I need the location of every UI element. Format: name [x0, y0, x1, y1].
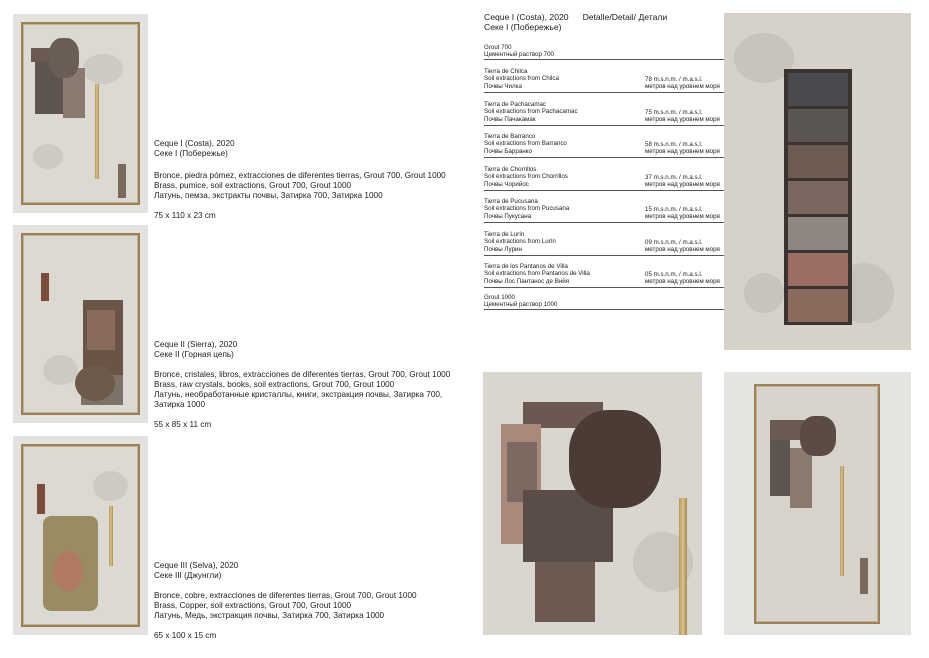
photo-ceque-ii: [13, 225, 148, 423]
photo-ceque-iii: [13, 436, 148, 635]
materials-en: Brass, Copper, soil extractions, Grout 700, Grout 1000: [154, 601, 352, 610]
leader-line: [484, 190, 752, 191]
soil-band: [788, 145, 848, 178]
detail-title: Ceque I (Costa), 2020: [484, 12, 569, 22]
grout-bottom-label: Grout 1000 Цементный раствор 1000: [484, 294, 558, 309]
work-title: Ceque I (Costa), 2020: [154, 139, 235, 148]
materials-ru: Латунь, необработанные кристаллы, книги, экстракция почвы, Затирка 700,: [154, 390, 443, 399]
materials-en: Brass, pumice, soil extractions, Grout 700, Grout 1000: [154, 181, 352, 190]
leader-line: [484, 59, 752, 60]
soil-band: [788, 109, 848, 142]
leader-line: [484, 255, 752, 256]
soil-layer-label: Tierra de Barranco Soil extractions from Barranco Почвы Барранко: [484, 133, 567, 155]
materials-ru-cont: Затирка 1000: [154, 400, 205, 409]
materials-es: Bronce, piedra pómez, extracciones de diferentes tierras, Grout 700, Grout 1000: [154, 171, 446, 180]
leader-line: [484, 157, 752, 158]
soil-layer-label: Tierra de Pachacamac Soil extractions from Pachacamac Почвы Пачакамак: [484, 101, 578, 123]
artwork-frame: [21, 233, 140, 415]
leader-line: [484, 92, 752, 93]
leader-line: [484, 222, 752, 223]
soil-band: [788, 289, 848, 322]
soil-layer-altitude: 78 m.s.n.m. / m.a.s.l. метров над уровнем моря: [645, 76, 720, 91]
detail-header: [484, 12, 667, 32]
materials-ru: Латунь, Медь, экстракция почвы, Затирка 700, Затирка 1000: [154, 611, 385, 620]
work-title-ru: Секе II (Горная цепь): [154, 350, 234, 359]
soil-layer-altitude: 58 m.s.n.m. / m.a.s.l. метров над уровнем моря: [645, 141, 720, 156]
soil-layer-label: Tierra de Chilca Soil extractions from Chilca Почвы Чилка: [484, 68, 559, 90]
dimensions: 55 x 85 x 11 cm: [154, 420, 212, 429]
photo-detail-fullview: [724, 372, 911, 635]
leader-line: [484, 125, 752, 126]
soil-band: [788, 217, 848, 250]
grout-top-label: Grout 700 Цементный раствор 700: [484, 44, 554, 59]
caption-ceque-iii: [154, 561, 417, 641]
soil-layer-label: Tierra de Lurín Soil extractions from Lurín Почвы Лурин: [484, 231, 556, 253]
soil-layer-label: Tierra de Pucusana Soil extractions from Pucusana Почвы Пукусана: [484, 198, 570, 220]
artwork-frame: [21, 444, 140, 627]
caption-ceque-i: [154, 139, 446, 221]
soil-layer-label: Tierra de los Pantanos de Villa Soil extractions from Pantanos de Villa Почвы Лос Пантанос де Вийя: [484, 263, 590, 285]
soil-layer-label: Tierra de Chorrillos Soil extractions from Chorrillos Почвы Чорийос: [484, 166, 568, 188]
materials-es: Bronce, cristales, libros, extracciones de diferentes tierras, Grout 700, Grout 1000: [154, 370, 451, 379]
materials-es: Bronce, cobre, extracciones de diferentes tierras, Grout 700, Grout 1000: [154, 591, 417, 600]
photo-detail-soil-strata: [724, 13, 911, 350]
work-title: Ceque III (Selva), 2020: [154, 561, 239, 570]
detail-label: Detalle/Detail/ Детали: [582, 12, 668, 22]
dimensions: 75 x 110 x 23 cm: [154, 211, 216, 220]
photo-ceque-i: [13, 14, 148, 213]
materials-ru: Латунь, пемза, экстракты почвы, Затирка 700, Затирка 1000: [154, 191, 383, 200]
work-title-ru: Секе I (Побережье): [154, 149, 228, 158]
artwork-frame: [21, 22, 140, 205]
soil-band: [788, 253, 848, 286]
photo-detail-closeup: [483, 372, 702, 635]
detail-title-ru: Секе I (Побережье): [484, 22, 562, 32]
soil-layer-altitude: 75 m.s.n.m. / m.a.s.l. метров над уровнем моря: [645, 109, 720, 124]
artwork-frame: [754, 384, 880, 624]
leader-line: [484, 287, 752, 288]
leader-line: [484, 309, 752, 310]
soil-layer-altitude: 09 m.s.n.m. / m.a.s.l. метров над уровнем моря: [645, 239, 720, 254]
soil-band: [788, 73, 848, 106]
caption-ceque-ii: [154, 340, 450, 430]
soil-band: [788, 181, 848, 214]
dimensions: 65 x 100 x 15 cm: [154, 631, 217, 640]
soil-layer-altitude: 37 m.s.n.m. / m.a.s.l. метров над уровнем моря: [645, 174, 720, 189]
soil-layer-altitude: 05 m.s.n.m. / m.a.s.l. метров над уровнем моря: [645, 271, 720, 286]
materials-en: Brass, raw crystals, books, soil extractions, Grout 700, Grout 1000: [154, 380, 395, 389]
work-title: Ceque II (Sierra), 2020: [154, 340, 238, 349]
work-title-ru: Секе III (Джунгли): [154, 571, 222, 580]
soil-layer-altitude: 15 m.s.n.m. / m.a.s.l. метров над уровнем моря: [645, 206, 720, 221]
